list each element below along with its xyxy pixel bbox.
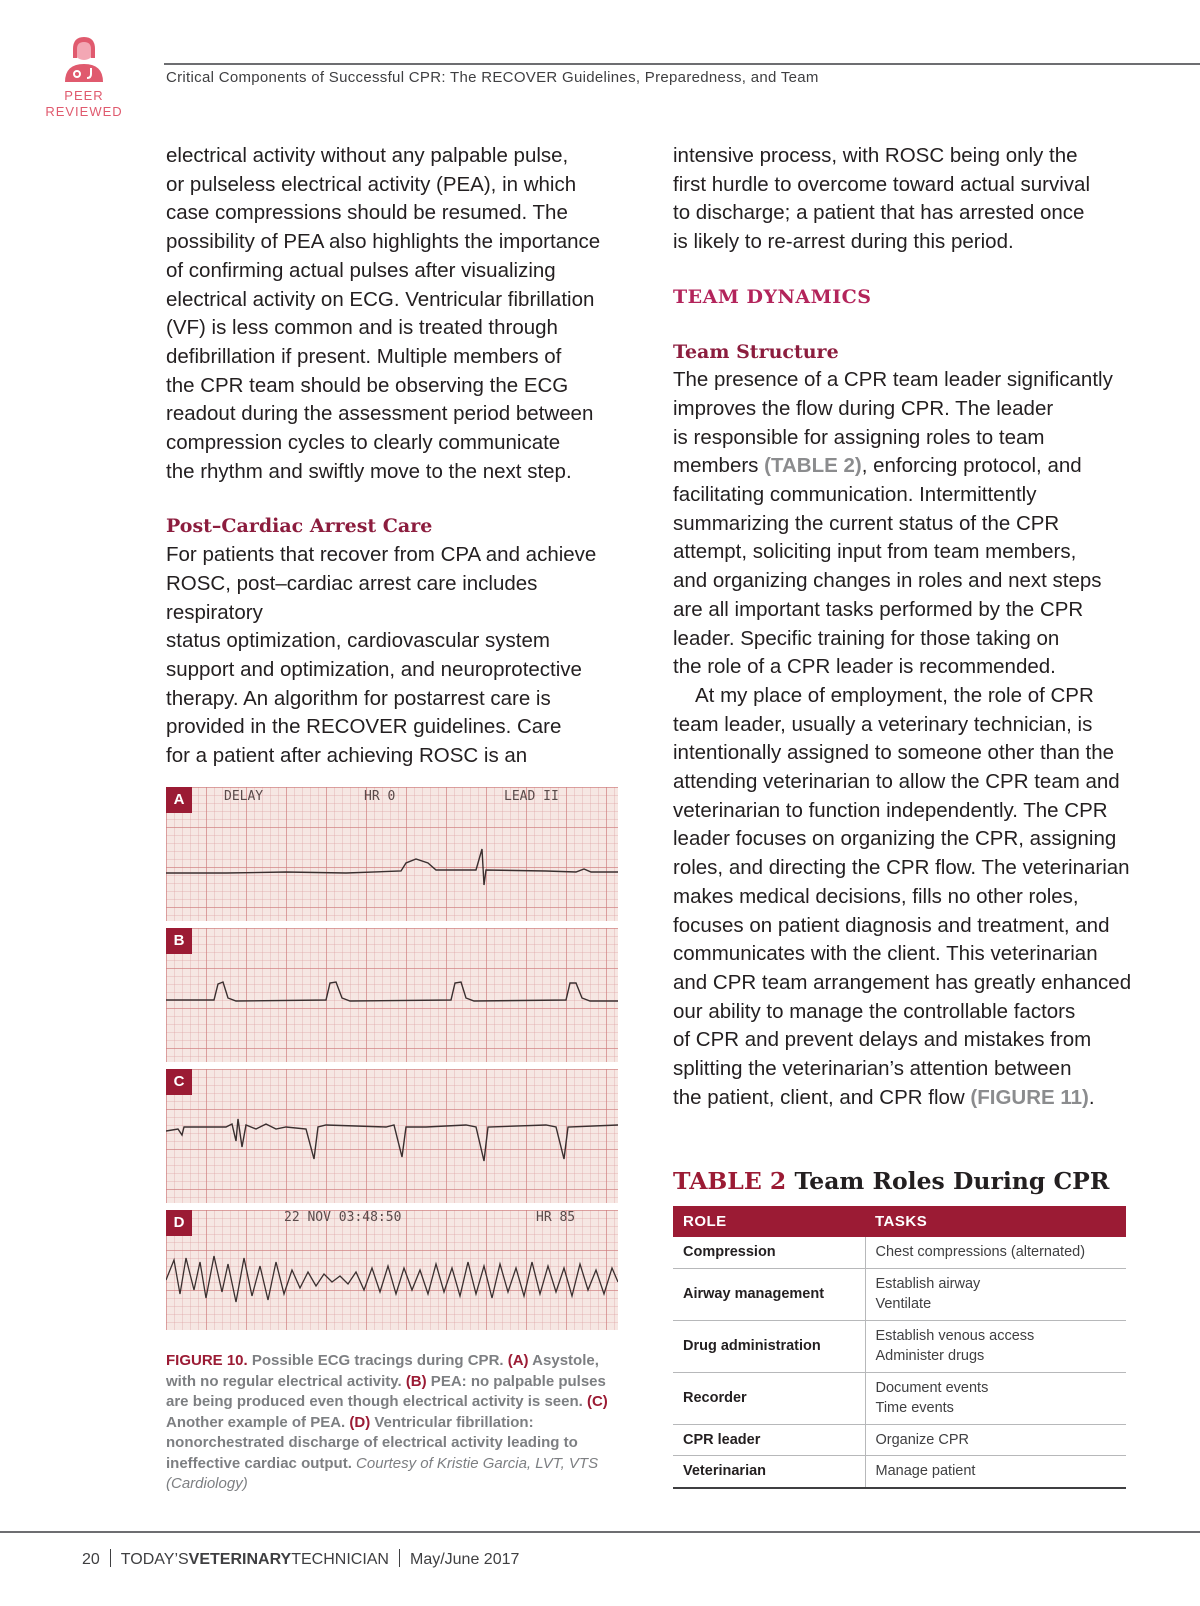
page-footer — [82, 1549, 519, 1569]
table-row — [673, 1372, 1126, 1424]
footer-separator — [399, 1549, 400, 1567]
right-paragraph-3-end: . — [1088, 1085, 1095, 1109]
ecg-panel-c — [166, 1069, 618, 1203]
ecg-label-hr-85: HR 85 — [536, 1210, 576, 1225]
table-row — [673, 1268, 1126, 1320]
role-cell: Compression — [673, 1237, 865, 1268]
table-2-link[interactable]: (TABLE 2) — [764, 454, 862, 478]
caption-text-1: Possible ECG tracings during CPR. — [247, 1352, 508, 1369]
right-paragraph-1: intensive process, with ROSC being only the first hurdle to overcome toward actual survival to discharge; a patient that has arrested once is likely to re-arrest during this period. — [673, 144, 1091, 254]
role-cell: Recorder — [673, 1372, 865, 1424]
right-paragraph-2-b: , enforcing protocol, and facilitating communication. Intermittently summarizing the current status of the CPR attempt, soliciting input from team members, and organizing changes in roles and next steps are all important tasks performed by the CPR leader. Specific training for those taking on the role of a CPR leader is recommended. — [673, 454, 1102, 679]
ecg-panel-d — [166, 1210, 618, 1330]
table-row — [673, 1424, 1126, 1456]
caption-ref-d: (D) — [349, 1413, 371, 1431]
ecg-label-hr: HR 0 — [364, 789, 396, 804]
caption-text-4: Another example of PEA. — [166, 1413, 350, 1431]
badge-line-2: REVIEWED — [45, 104, 123, 119]
figure-10 — [166, 787, 618, 1337]
right-column — [673, 142, 1133, 1113]
column-header-role: ROLE — [673, 1206, 865, 1237]
ecg-panel-b — [166, 928, 618, 1062]
caption-ref-b: (B) — [405, 1372, 427, 1390]
column-header-tasks: TASKS — [865, 1206, 1126, 1237]
role-cell: Drug administration — [673, 1320, 865, 1372]
ecg-label-lead: LEAD II — [504, 789, 559, 804]
table-title — [673, 1167, 1109, 1195]
post-cardiac-arrest-heading: Post–Cardiac Arrest Care — [166, 515, 433, 538]
role-cell: Veterinarian — [673, 1456, 865, 1488]
right-paragraph-2 — [673, 366, 1133, 682]
role-cell: Airway management — [673, 1268, 865, 1320]
tasks-cell: Establish airway Ventilate — [865, 1268, 1126, 1320]
publication-name-a: TODAY’S — [120, 1551, 189, 1568]
caption-credit: Courtesy of Kristie Garcia, LVT, VTS (Cardiology) — [166, 1454, 599, 1492]
issue-date: May/June 2017 — [409, 1551, 520, 1568]
table-row — [673, 1237, 1126, 1268]
right-paragraph-3 — [673, 682, 1133, 1113]
table-title-text: Team Roles During CPR — [786, 1167, 1110, 1195]
panel-letter-b: B — [166, 928, 192, 954]
panel-letter-c: C — [166, 1069, 192, 1095]
right-paragraph-3-a: At my place of employment, the role of CPR team leader, usually a veterinary technician, is intentionally assigned to someone other than the attending veterinarian to allow the CPR team and veterinarian to function independently. The CPR leader focuses on organizing the CPR, assigning roles, and directing the CPR flow. The veterinarian makes medical decisions, fills no other roles, focuses on patient diagnosis and treatment, and communicates with the client. This veterinarian and CPR team arrangement has greatly enhanced our ability to manage the controllable factors of CPR and prevent delays and mistakes from splitting the veterinarian’s attention between the patient, client, and CPR flow — [673, 683, 1132, 1109]
caption-label: FIGURE 10. — [166, 1352, 248, 1369]
header-rule — [164, 63, 1200, 65]
footer-rule — [0, 1531, 1200, 1533]
table-row — [673, 1320, 1126, 1372]
table-row — [673, 1456, 1126, 1488]
tasks-cell: Establish venous access Administer drugs — [865, 1320, 1126, 1372]
doctor-icon — [61, 34, 107, 84]
panel-letter-a: A — [166, 787, 192, 813]
left-paragraph-2: For patients that recover from CPA and achieve ROSC, post–cardiac arrest care includes respiratory status optimization, cardiovascular system support and optimization, and neuroprotective therapy. An algorithm for postarrest care is provided in the RECOVER guidelines. Care for a patient after achieving ROSC is an — [166, 543, 597, 768]
figure-caption — [166, 1351, 618, 1495]
ecg-label-timestamp: 22 NOV 03:48:50 — [284, 1210, 402, 1225]
publication-name — [121, 1551, 389, 1568]
ecg-trace-asystole — [166, 787, 618, 921]
caption-text-3: PEA: no palpable pulses are being produced even though electrical activity is seen. — [166, 1372, 606, 1410]
ecg-trace-pea-2 — [166, 1069, 618, 1203]
panel-letter-d: D — [166, 1210, 192, 1236]
right-paragraph-2-a: The presence of a CPR team leader significantly improves the flow during CPR. The leader is responsible for assigning roles to team members — [673, 368, 1113, 478]
team-roles-table — [673, 1206, 1126, 1489]
ecg-label-delay: DELAY — [224, 789, 264, 804]
table-number: TABLE 2 — [673, 1167, 787, 1195]
figure-11-link[interactable]: (FIGURE 11) — [970, 1085, 1089, 1109]
caption-ref-a: (A) — [507, 1352, 529, 1369]
tasks-cell: Chest compressions (alternated) — [865, 1237, 1126, 1268]
caption-text-2: Asystole, with no regular electrical activity. — [166, 1352, 599, 1390]
tasks-cell: Organize CPR — [865, 1424, 1126, 1456]
ecg-trace-vfib — [166, 1210, 618, 1330]
footer-separator — [110, 1549, 111, 1567]
ecg-panel-a — [166, 787, 618, 921]
publication-name-b: VETERINARY — [188, 1551, 292, 1568]
caption-ref-c: (C) — [586, 1393, 608, 1410]
peer-reviewed-badge — [36, 34, 132, 120]
left-paragraph-1: electrical activity without any palpable pulse, or pulseless electrical activity (PEA), in which case compressions should be resumed. The possibility of PEA also highlights the importance of confirming actual pulses after visualizing electrical activity on ECG. Ventricular fibrillation (VF) is less common and is treated through defibrillation if present. Multiple members of the CPR team should be observing the ECG readout during the assessment period between compression cycles to clearly communicate the rhythm and swiftly move to the next step. — [166, 144, 601, 483]
tasks-cell: Manage patient — [865, 1456, 1126, 1488]
page-number: 20 — [82, 1551, 100, 1568]
table-header-row — [673, 1206, 1126, 1237]
team-dynamics-heading: TEAM DYNAMICS — [673, 285, 872, 308]
ecg-trace-pea-1 — [166, 928, 618, 1062]
caption-text-5: Ventricular fibrillation: nonorchestrated discharge of electrical activity leading to ineffective cardiac output. — [166, 1413, 578, 1472]
running-title: Critical Components of Successful CPR: The RECOVER Guidelines, Preparedness, and Team — [166, 69, 819, 86]
team-structure-heading: Team Structure — [673, 340, 839, 363]
badge-line-1: PEER — [64, 88, 104, 103]
publication-name-c: TECHNICIAN — [291, 1551, 389, 1568]
tasks-cell: Document events Time events — [865, 1372, 1126, 1424]
left-column — [166, 142, 626, 771]
role-cell: CPR leader — [673, 1424, 865, 1456]
